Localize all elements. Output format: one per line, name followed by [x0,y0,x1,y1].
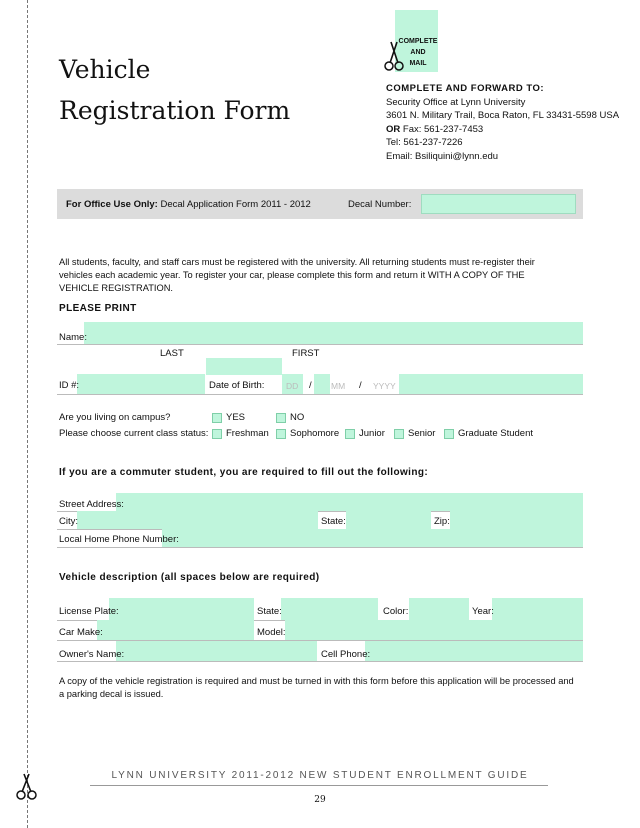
commuter-state-label: State: [321,516,346,527]
campus-no-label: NO [290,412,305,423]
street-address-label: Street Address: [59,499,124,510]
car-make-field[interactable] [97,620,254,640]
page-title-line2: Registration Form [59,96,291,125]
page-number: 29 [314,795,326,805]
decal-number-field[interactable] [421,194,576,214]
id-label: ID #: [59,380,80,391]
class-status-label: Please choose current class status: [59,428,209,439]
dob-label: Date of Birth: [209,380,265,391]
license-plate-field[interactable] [109,598,254,620]
dob-dd-placeholder: DD [286,381,299,391]
name-label: Name: [59,332,87,343]
owner-name-field[interactable] [116,641,317,661]
id-field[interactable] [77,374,205,394]
id-rule [57,394,583,395]
class-junior-checkbox[interactable] [345,429,355,439]
cell-phone-field[interactable] [365,641,583,661]
dob-extra-field[interactable] [399,374,583,394]
class-senior-checkbox[interactable] [394,429,404,439]
scissors-icon [14,772,40,802]
dob-month-field[interactable] [314,374,330,394]
campus-no-checkbox[interactable] [276,413,286,423]
vehicle-heading: Vehicle description (all spaces below are required) [59,572,320,583]
campus-yes-label: YES [226,412,246,423]
please-print-heading: PLEASE PRINT [59,303,137,314]
color-field[interactable] [409,598,469,620]
intro-text: All students, faculty, and staff cars must be registered with the university. All returning students must re-register their vehicles each academic year. To register your car, please complete this form and return it WITH A COPY OF THE VEHICLE REGISTRATION. [59,257,535,293]
year-field[interactable] [492,598,583,620]
scissors-icon [383,38,405,72]
dob-slash-1: / [309,380,312,391]
street-address-field[interactable] [116,493,583,511]
id-top-fill [206,358,282,375]
cut-line [27,0,28,828]
class-sophomore-checkbox[interactable] [276,429,286,439]
registration-note: A copy of the vehicle registration is required and must be turned in with this form before this application will be processed and a parking decal is issued. [59,676,574,699]
color-label: Color: [383,606,409,617]
name-field[interactable] [84,322,583,344]
model-label: Model: [257,627,286,638]
name-first-caption: FIRST [292,348,320,359]
page-title-line1: Vehicle [59,55,151,84]
vehicle-state-field[interactable] [281,598,378,620]
campus-question: Are you living on campus? [59,412,171,423]
campus-yes-checkbox[interactable] [212,413,222,423]
class-graduate-label: Graduate Student [458,428,533,439]
owner-rule [57,661,583,662]
class-junior-label: Junior [359,428,385,439]
guide-footer: LYNN UNIVERSITY 2011-2012 NEW STUDENT ENROLLMENT GUIDE [111,770,529,781]
model-field[interactable] [285,620,583,640]
commuter-state-field[interactable] [346,511,431,529]
cell-phone-label: Cell Phone: [321,649,371,660]
zip-field[interactable] [450,511,583,529]
city-label: City: [59,516,78,527]
license-plate-label: License Plate: [59,606,119,617]
owner-name-label: Owner's Name: [59,649,125,660]
city-field[interactable] [77,511,318,529]
year-label: Year: [472,606,494,617]
dob-mm-placeholder: MM [331,381,346,391]
office-use-label: For Office Use Only: Decal Application Form 2011 - 2012 [66,199,311,210]
local-phone-field[interactable] [162,529,583,547]
name-rule [57,344,583,345]
class-graduate-checkbox[interactable] [444,429,454,439]
dob-slash-2: / [359,380,362,391]
car-make-label: Car Make: [59,627,103,638]
badge-text: COMPLETE AND MAIL [398,38,438,67]
fax-line: OR Fax: 561-237-7453 [386,123,484,135]
footer-rule [90,785,548,786]
class-sophomore-label: Sophomore [290,428,340,439]
forward-heading: COMPLETE AND FORWARD TO: [386,83,545,94]
zip-label: Zip: [434,516,450,527]
class-freshman-checkbox[interactable] [212,429,222,439]
phone-rule [57,547,583,548]
dob-yyyy-placeholder: YYYY [373,381,396,391]
forward-address: COMPLETE AND FORWARD TO: Security Office at Lynn University 3601 N. Military Trail, Boca Raton, FL 33431-5598 USA OR Fax: 561-237-7453 Tel: 561-237-7226 Email: Bsiliquini@lynn.edu [386,83,620,162]
name-last-caption: LAST [160,348,184,359]
decal-number-label: Decal Number: [348,199,412,210]
class-senior-label: Senior [408,428,436,439]
email-line: Email: Bsiliquini@lynn.edu [386,150,499,162]
local-phone-label: Local Home Phone Number: [59,534,179,545]
vehicle-state-label: State: [257,606,282,617]
class-freshman-label: Freshman [226,428,269,439]
commuter-heading: If you are a commuter student, you are required to fill out the following: [59,467,429,478]
